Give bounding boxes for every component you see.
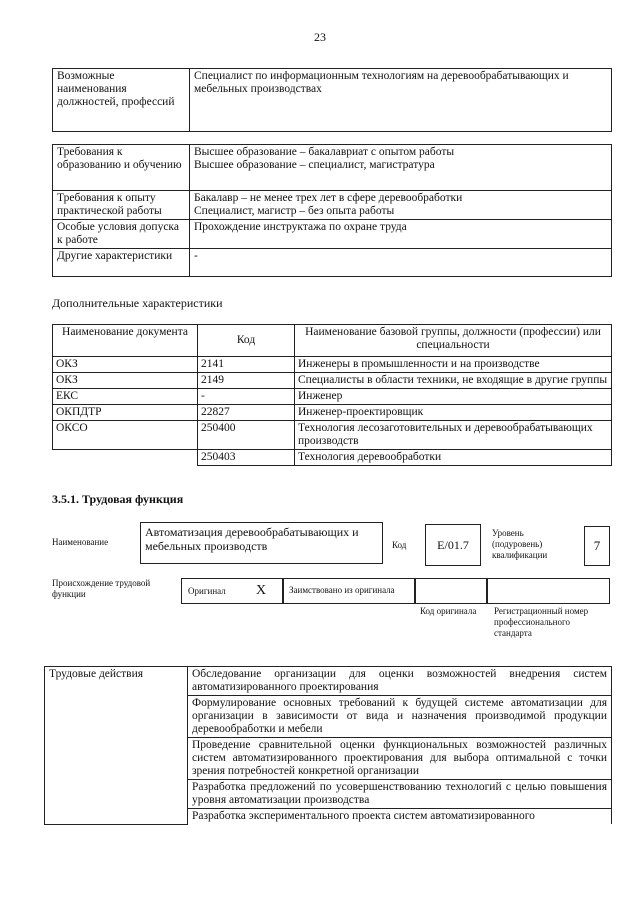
header-code: Код (198, 325, 295, 357)
table-cell: 250403 (198, 450, 295, 466)
table-cell: ЕКС (53, 389, 198, 405)
table-cell: 250400 (198, 421, 295, 450)
table-cell: Технология лесозаготовительных и деревообрабатывающих производств (295, 421, 612, 450)
positions-value: Специалист по информационным технологиям на деревообрабатывающих и мебельных производствах (190, 69, 612, 132)
positions-table (52, 68, 612, 132)
section-title: 3.5.1. Трудовая функция (52, 492, 184, 506)
function-code: E/01.7 (425, 524, 481, 566)
table-cell: Инженер (295, 389, 612, 405)
level-label: Уровень (подуровень) квалификации (492, 528, 548, 560)
additional-title: Дополнительные характеристики (52, 296, 223, 310)
list-item: Обследование организации для оценки возможностей внедрения систем автоматизированного проектирования (188, 667, 612, 696)
list-item: Проведение сравнительной оценки функциональных возможностей различных систем автоматизированного проектирования для выбора оптимальной с точки зрения потребностей конкретной организации (188, 738, 612, 780)
req-education-label: Требования к образованию и обучению (53, 145, 190, 191)
code-label: Код (392, 540, 407, 550)
table-cell: - (198, 389, 295, 405)
list-item: Формулирование основных требований к будущей системе автоматизации для организации в зависимости от вида и назначения производимой продукции деревообработки и мебели (188, 696, 612, 738)
original-mark: X (256, 583, 267, 598)
table-cell: 22827 (198, 405, 295, 421)
name-label: Наименование (52, 537, 109, 547)
table-cell: Специалисты в области техники, не входящие в другие группы (295, 373, 612, 389)
table-cell: Инженеры в промышленности и на производстве (295, 357, 612, 373)
borrowed-label: Заимствовано из оригинала (289, 585, 395, 595)
req-conditions-label: Особые условия допуска к работе (53, 220, 190, 249)
table-cell: ОКЗ (53, 373, 198, 389)
table-cell: ОКСО (53, 421, 198, 450)
table-cell: Инженер-проектировщик (295, 405, 612, 421)
positions-label: Возможные наименования должностей, профессий (53, 69, 190, 132)
function-name: Автоматизация деревообрабатывающих и мебельных производств (140, 522, 383, 564)
req-other-value: - (190, 249, 612, 277)
origin-code-box (415, 578, 487, 604)
reg-number-box (487, 578, 610, 604)
req-experience-value: Бакалавр – не менее трех лет в сфере деревообработки Специалист, магистр – без опыта работы (190, 191, 612, 220)
original-label: Оригинал (188, 586, 226, 596)
table-cell: ОКПДТР (53, 405, 198, 421)
list-item: Разработка экспериментального проекта систем автоматизированного (188, 809, 612, 825)
origin-label: Происхождение трудовой функции (52, 578, 151, 599)
header-group: Наименование базовой группы, должности (профессии) или специальности (295, 325, 612, 357)
req-education-value: Высшее образование – бакалавриат с опытом работы Высшее образование – специалист, магистратура (190, 145, 612, 191)
page-number: 23 (314, 30, 326, 44)
req-other-label: Другие характеристики (53, 249, 190, 277)
requirements-table (52, 144, 612, 277)
table-cell: 2141 (198, 357, 295, 373)
level-value: 7 (584, 526, 610, 566)
reg-number-label: Регистрационный номер профессионального стандарта (494, 606, 589, 638)
labor-actions-table (44, 666, 612, 825)
list-item: Разработка предложений по усовершенствованию технологий с целью повышения уровня автоматизации производства (188, 780, 612, 809)
req-experience-label: Требования к опыту практической работы (53, 191, 190, 220)
origin-code-label: Код оригинала (420, 606, 477, 616)
req-conditions-value: Прохождение инструктажа по охране труда (190, 220, 612, 249)
table-cell: Технология деревообработки (295, 450, 612, 466)
table-cell: ОКЗ (53, 357, 198, 373)
labor-actions-label: Трудовые действия (45, 667, 188, 825)
table-cell-empty (53, 450, 198, 466)
table-cell: 2149 (198, 373, 295, 389)
original-box (181, 578, 283, 604)
borrowed-box (283, 578, 415, 604)
additional-table (52, 324, 612, 466)
header-document: Наименование документа (53, 325, 198, 357)
